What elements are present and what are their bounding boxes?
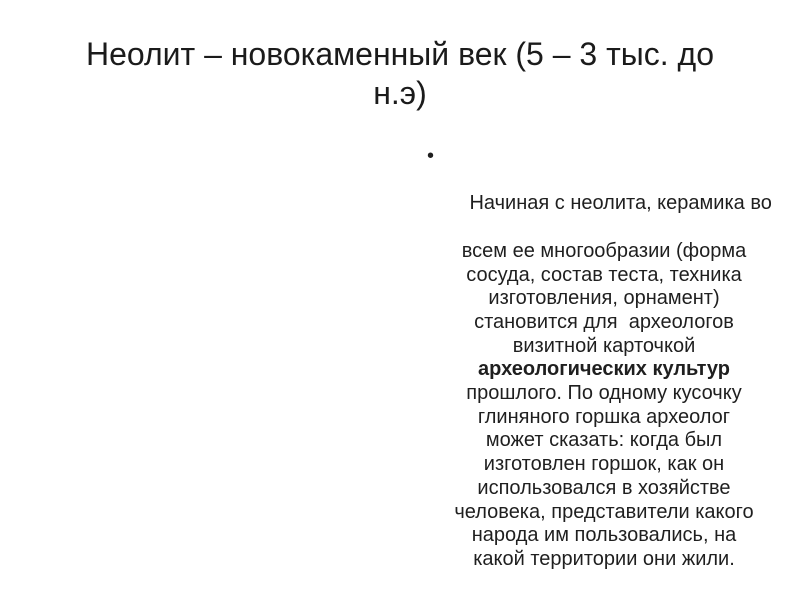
body-text-line: всем ее многообразии (форма <box>461 239 747 262</box>
slide-title-line: Неолит – новокаменный век (5 – 3 тыс. до <box>85 36 715 72</box>
body-text-line: использовался в хозяйстве <box>477 476 731 499</box>
body-text-line: народа им пользовались, на <box>471 524 737 547</box>
body-text-line: человека, представители какого <box>454 500 754 523</box>
slide-title-line: н.э) <box>373 75 427 111</box>
body-text-line <box>414 145 794 240</box>
body-text-line: какой территории они жили. <box>473 547 735 570</box>
body-text-line-text: Начиная с неолита, керамика во <box>469 192 772 215</box>
body-text-line: визитной карточкой <box>512 334 696 357</box>
bullet-marker: • <box>427 145 435 167</box>
body-text-line: археологических культур <box>478 358 730 381</box>
body-text-line: становится для археологов <box>474 310 734 333</box>
body-text-line: изготовлен горшок, как он <box>483 453 725 476</box>
body-textbox <box>414 145 794 572</box>
body-text-line: прошлого. По одному кусочку <box>466 382 742 405</box>
body-text-line: глиняного горшка археолог <box>477 405 731 428</box>
body-text-line: сосуда, состав теста, техника <box>466 263 742 286</box>
body-text-line: может сказать: когда был <box>485 429 723 452</box>
body-text-line: изготовления, орнамент) <box>488 287 720 310</box>
slide-title <box>0 35 800 113</box>
